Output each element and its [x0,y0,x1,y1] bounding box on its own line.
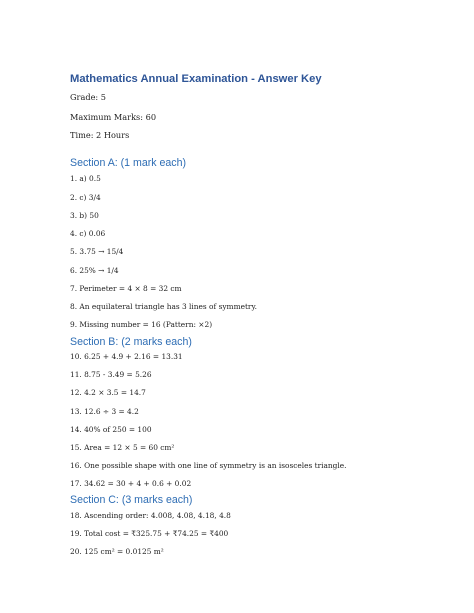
answer-line: 11. 8.75 - 3.49 = 5.26 [70,370,152,379]
answer-line: 5. 3.75 → 15/4 [70,247,124,256]
answer-line: 9. Missing number = 16 (Pattern: ×2) [70,320,213,329]
answer-line: 3. b) 50 [70,211,99,220]
answer-line: 18. Ascending order: 4.008, 4.08, 4.18, 4.8 [70,511,231,520]
answer-line: 2. c) 3/4 [70,193,101,202]
section-c-heading: Section C: (3 marks each) [70,494,193,506]
grade-line: Grade: 5 [70,92,106,102]
answer-line: 13. 12.6 ÷ 3 = 4.2 [70,407,139,416]
document-title: Mathematics Annual Examination - Answer Key [70,73,322,85]
max-marks-line: Maximum Marks: 60 [70,112,157,122]
answer-line: 6. 25% → 1/4 [70,266,119,275]
answer-line: 12. 4.2 × 3.5 = 14.7 [70,388,146,397]
answer-line: 1. a) 0.5 [70,174,101,183]
section-a-heading: Section A: (1 mark each) [70,157,186,169]
answer-line: 14. 40% of 250 = 100 [70,425,152,434]
answer-line: 19. Total cost = ₹325.75 + ₹74.25 = ₹400 [70,529,229,538]
answer-line: 17. 34.62 = 30 + 4 + 0.6 + 0.02 [70,479,192,488]
answer-line: 10. 6.25 + 4.9 + 2.16 = 13.31 [70,352,183,361]
section-b-heading: Section B: (2 marks each) [70,336,192,348]
time-line: Time: 2 Hours [70,130,130,140]
answer-line: 4. c) 0.06 [70,229,106,238]
answer-line: 7. Perimeter = 4 × 8 = 32 cm [70,284,182,293]
answer-line: 20. 125 cm² = 0.0125 m² [70,547,164,556]
answer-line: 15. Area = 12 × 5 = 60 cm² [70,443,175,452]
answer-line: 16. One possible shape with one line of symmetry is an isosceles triangle. [70,461,347,470]
answer-line: 8. An equilateral triangle has 3 lines of symmetry. [70,302,257,311]
